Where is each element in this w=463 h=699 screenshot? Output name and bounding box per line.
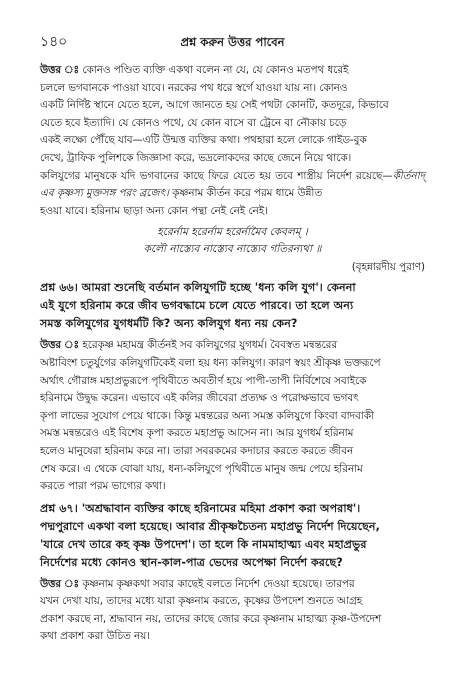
answer-text-67: কৃষ্ণনাম কৃষ্ণকথা সবার কাছেই বলতে নির্দেশ দেওয়া হয়েছে। তারপর যখন দেখা যায়, তাদের মধ্যে যারা কৃষ্ণনাম করতে, কৃষ্ণের উপদেশ শুনতে আগ্রহ প্রকাশ করছে না, শ্রদ্ধাবান নয়, তাদের কাছে জোর করে কৃষ্ণনাম মাহাত্ম্য কৃষ্ণ-উপদেশ কথা প্রকাশ করা উচিত নয়।	[40, 577, 382, 643]
answer-text-66: হরেকৃষ্ণ মহামন্ত্র কীর্তনই সব কলিযুগের যুগধর্ম। বৈবস্বত মন্বন্তরের অষ্টাবিংশ চতুর্যুগের কলিযুগটিকেই বলা হয় ধন্য কলিযুগ। কারণ স্বয়ং শ্রীকৃষ্ণ ভক্তরূপে অর্থাৎ গৌরাঙ্গ মহাপ্রভুরূপে পৃথিবীতে অবতীর্ণ হয়ে পাপী-তাপী নির্বিশেষে সবাইকে হরিনামে উদ্বুদ্ধ করেন। এভাবে এই কলির জীবেরা প্রত্যক্ষ ও পরোক্ষভাবে ভগবৎ কৃপা লাভের সুযোগ পেয়ে থাকে। কিন্তু মন্বন্তরের অন্য সমস্ত কলিযুগে কিংবা বাদবাকী সমস্ত মন্বন্তরেও এই বিশেষ কৃপা করতে মহাপ্রভু আসেন না। আর যুগধর্ম হরিনাম হলেও মানুষেরা হরিনাম করে না। তারা সবরকমের কদাচার করতে করতে জীবন শেষ করে। এ থেকে বোঝা যায়, ধন্য-কলিযুগে পৃথিবীতে মানুষ জন্ম পেয়ে হরিনাম করতে পারা পরম ভাগ্যের কথা।	[40, 339, 381, 493]
answer-block-1	[40, 62, 425, 220]
verse-source: (বৃহন্নারদীয় পুরাণ)	[351, 261, 425, 274]
question-67: প্রশ্ন ৬৭। 'অশ্রদ্ধাবান ব্যক্তির কাছে হরিনামের মহিমা প্রকাশ করা অপরাধ'। পদ্মপুরাণে একথা বলা হয়েছে। আবার শ্রীকৃষ্ণচৈতন্য মহাপ্রভু নির্দেশ দিয়েছেন, 'যারে দেখ তারে কহ কৃষ্ণ উপদেশ'। তা হলে কি নামমাহাত্ম্য এবং মহাপ্রভুর নির্দেশের মধ্যে কোনও স্থান-কাল-পাত্র ভেদের অপেক্ষা নির্দেশ করছে?	[40, 501, 380, 569]
verse-line-2: কলৌ নাস্ত্যেব নাস্ত্যেব নাস্ত্যেব গতিরন্যথা ॥	[143, 243, 322, 256]
italic-scripture-phrase: কীর্তনাদ্ এব কৃষ্ণস্য মুক্তসঙ্গ পরং ব্রজেৎ।	[40, 169, 425, 200]
verse-line-1: হরের্নাম হরের্নাম হরের্নামৈব কেবলম্ ।	[157, 226, 308, 239]
answer-block-67	[40, 576, 425, 646]
question-66: প্রশ্ন ৬৬। আমরা শুনেছি বর্তমান কলিযুগটি হচ্ছে 'ধন্য কলি যুগ'। কেননা এই যুগে হরিনাম করে জীব ভগবদ্ধামে চলে যেতে পারবে। তা হলে অন্য সমস্ত কলিযুগের যুগধর্মটি কি? অন্য কলিযুগ ধন্য নয় কেন?	[40, 281, 356, 331]
running-title: প্রশ্ন করুন উত্তর পাবেন	[180, 35, 285, 49]
answer-block-66	[40, 337, 425, 495]
page-number: ১৪০	[40, 34, 68, 50]
page-header	[40, 30, 425, 54]
answer-text-1: কোনও পণ্ডিত ব্যক্তি একথা বলেন না যে, যে কোনও মতপথ ধরেই চললে ভগবানকে পাওয়া যাবে। নরকের পথ ধরে স্বর্গে যাওয়া যায় না। কোনও একটি নির্দিষ্ট স্থানে যেতে হলে, আগে জানতে হয় সেই পথটা কোনটি, কতদূরে, কিভাবে যেতে হবে ইত্যাদি। যে কোনও পথে, যে কোন বাসে বা ট্রেনে বা নৌকায় চড়ে একই লক্ষ্যে পৌঁছে যাব—এটি উন্মত্ত ব্যক্তির কথা। পথহারা হলে লোকে গাইড-বুক দেখে, ট্রাফিক পুলিশকে জিজ্ঞাসা করে, ভদ্রলোকদের কাছে জেনে নিয়ে থাকে। কলিযুগের মানুষকে যদি ভগবানের কাছে ফিরে যেতে হয় তবে শাস্ত্রীয় নির্দেশ রয়েছে—	[40, 64, 393, 182]
answer-text-1b: কৃষ্ণনাম কীর্তন করে পরম ধামে উন্নীত হওয়া যাবে। হরিনাম ছাড়া অন্য কোন পন্থা নেই নেই নেই।	[40, 187, 323, 217]
answer-label: উত্তর ঃ	[40, 577, 80, 590]
answer-label: উত্তর ঃ	[40, 64, 80, 76]
answer-label: উত্তর ঃ	[40, 339, 80, 352]
verse-block	[40, 224, 425, 277]
